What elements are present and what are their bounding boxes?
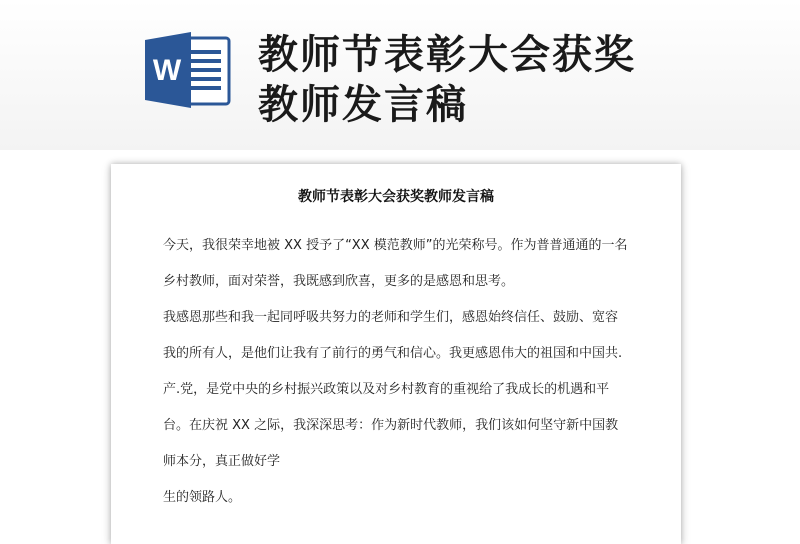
banner-title-line2: 教师发言稿 <box>258 82 468 128</box>
word-letter: W <box>152 54 182 87</box>
document-line: 我的所有人，是他们让我有了前行的勇气和信心。我更感恩伟大的祖国和中国共. <box>163 346 623 361</box>
banner-header <box>0 0 800 150</box>
word-icon <box>145 32 231 108</box>
document-line: 台。在庆祝 XX 之际，我深深思考：作为新时代教师，我们该如何坚守新中国教 <box>163 418 619 433</box>
document-line: 产.党，是党中央的乡村振兴政策以及对乡村教育的重视给了我成长的机遇和平 <box>163 382 610 397</box>
document-line: 师本分，真正做好学 <box>163 454 281 469</box>
document-line: 乡村教师，面对荣誉，我既感到欣喜，更多的是感恩和思考。 <box>163 274 515 289</box>
banner-title <box>258 30 778 130</box>
document-line: 生的领路人。 <box>163 490 242 505</box>
document-title: 教师节表彰大会获奖教师发言稿 <box>298 189 494 205</box>
document-page <box>111 164 681 544</box>
document-line: 我感恩那些和我一起同呼吸共努力的老师和学生们，感恩始终信任、鼓励、宽容 <box>163 310 619 325</box>
banner-title-line1: 教师节表彰大会获奖 <box>258 32 636 78</box>
document-line: 今天，我很荣幸地被 XX 授予了“XX 模范教师”的光荣称号。作为普普通通的一名 <box>163 238 628 253</box>
